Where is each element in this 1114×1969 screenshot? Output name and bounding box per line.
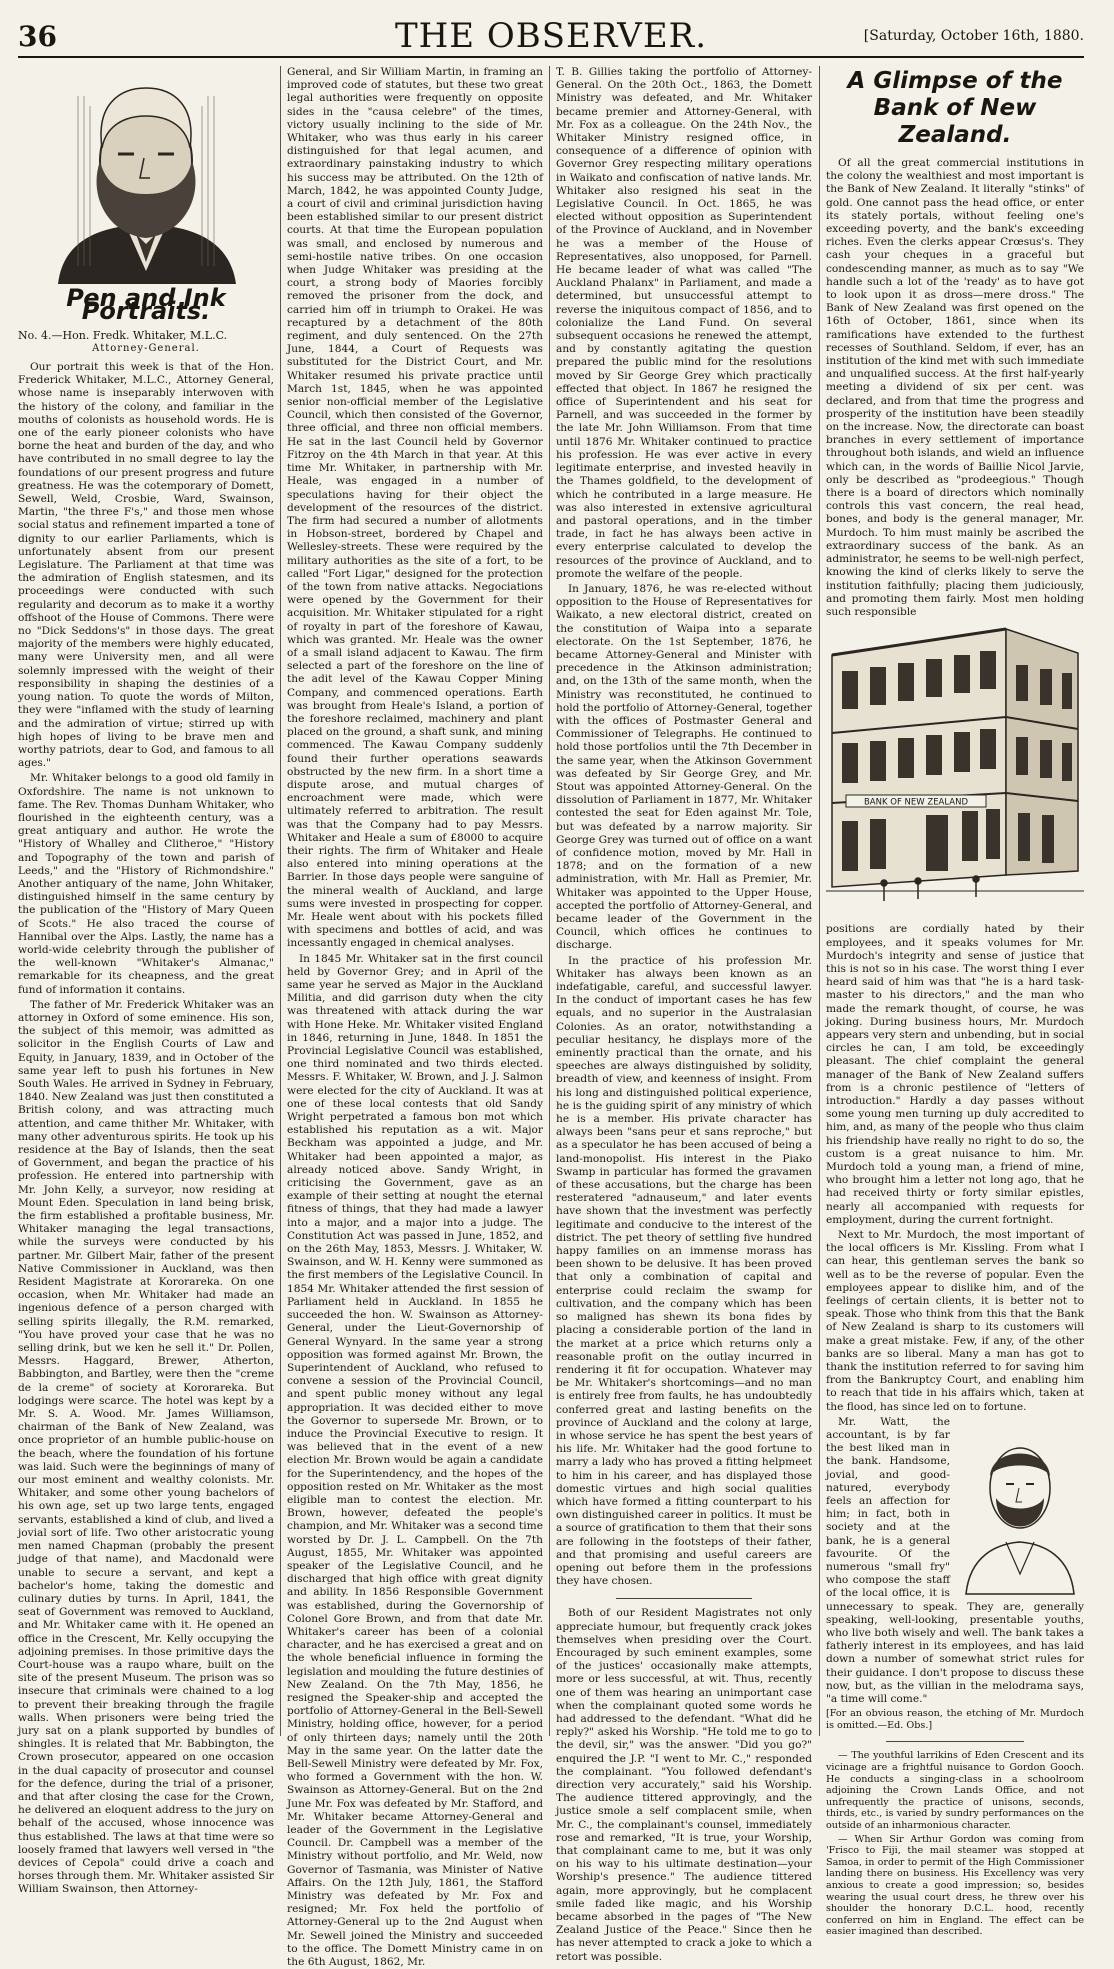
column-divider (549, 66, 550, 1736)
article-paragraph: Of all the great commercial institutions in the colony the wealthiest and most important is the Bank of New Zealand. It literally "stinks" of gold. One cannot pass the head office, or enter its stately portals, without feeling one's exceeding poverty, and the bank's exceeding riches. Even the clerks appear Crœsus's. They cash your cheques in a graceful but condescending manner, as much as to say "We handle such a lot of the 'ready' as to have got to look upon it as dross—mere dross." The Bank of New Zealand was first opened on the 16th of October, 1861, since when its ramifications have extended to the furthest recesses of Southland. Seldom, if ever, has an institution of the kind met with such immediate and unqualified success. At the first half-yearly meeting a dividend of six per cent. was declared, and from that time the progress and prosperity of the institution have been steadily on the increase. Now, the directorate can boast branches in every settlement of importance throughout both islands, and wield an influence which can, in the words of Baillie Nicol Jarvie, only be described as "prodeegious." Though there is a board of directors which nominally controls this vast concern, the real head, bones, and body is the general manager, Mr. Murdoch. To him must mainly be ascribed the extraordinary success of the bank. As an administrator, he seems to be well-nigh perfect, knowing the kind of clerks likely to serve the institution faithfully; placing them judiciously, and promoting them fairly. Most men holding such responsible (826, 157, 1084, 618)
article-paragraph: positions are cordially hated by their employees, and it speaks volumes for Mr. Murdoch's integrity and sense of justice that this is not so in his case. The worst thing I ever heard said of him was that "he is a hard task-master to his directors," and the man who made the remark thought, of course, he was joking. During business hours, Mr. Murdoch appears very stern and unbending, but in social circles he can, I am told, be exceedingly pleasant. The chief complaint the general manager of the Bank of New Zealand suffers from is a chronic pestilence of "letters of introduction." Hardly a day passes without some young men turning up duly accredited to him, and, as many of the people who thus claim his friendship have really no right to do so, the custom is a great nuisance to him. Mr. Murdoch told a young man, a friend of mine, who brought him a letter not long ago, that he had received thirty or forty similar epistles, nearly all accompanied with requests for employment, during the current fortnight. (826, 923, 1084, 1226)
bank-article-title: A Glimpse of the Bank of New Zealand. (847, 68, 1063, 148)
column-divider (280, 66, 281, 1736)
newspaper-title: THE OBSERVER. (394, 16, 708, 56)
section-rule (886, 1741, 1024, 1742)
byline-name: No. 4.—Hon. Fredk. Whitaker, M.L.C. (18, 328, 228, 342)
section-rule (616, 1598, 752, 1599)
column-divider (819, 66, 820, 1736)
article-paragraph: The father of Mr. Frederick Whitaker was an attorney in Oxford of some eminence. His son, the subject of this memoir, was admitted as solicitor in the English Courts of Law and Equity, in January, 1839, and in October of the same year left to push his fortunes in New South Wales. He arrived in Sydney in February, 1840. New Zealand was just then constituted a British colony, and was attracting much attention, and came thither Mr. Whitaker, with many other adventurous spirits. He took up his residence at the Bay of Islands, then the seat of Government, and began the practice of his profession. He entered into partnership with Mr. John Kelly, a surveyor, now residing at Mount Eden. Speculation in land being brisk, the firm established a profitable business, Mr. Whitaker managing the legal transactions, while the surveys were conducted by his partner. Mr. Gilbert Mair, father of the present Native Commissioner in Auckland, was then Resident Magistrate at Kororareka. On one occasion, when Mr. Whitaker had made an ingenious defence of a person charged with selling spirits illegally, the R.M. remarked, "You have proved your case that he was no selling drink, but we ken he sell it." Dr. Pollen, Messrs. Haggard, Brewer, Atherton, Babbington, and Bartley, were then the "creme de la creme" of society at Kororareka. But lodgings were scarce. The hotel was kept by a Mr. S. A. Wood. Mr. James Williamson, chairman of the Bank of New Zealand, was once proprietor of an humble public-house on the beach, where the foundation of his fortune was laid. Such were the beginnings of many of our most eminent and wealthy colonists. Mr. Whitaker, and some other young bachelors of his own age, set up two large tents, engaged servants, established a kind of club, and lived a jovial sort of life. Two other aristocratic young men named Chapman (probably the present judge of that name), and Macdonald were unable to secure a servant, and kept a bachelor's home, taking the domestic and culinary duties by turns. In April, 1841, the seat of Government was removed to Auckland, and Mr. Whitaker came with it. He opened an office in the Crescent, Mr. Kelly occupying the adjoining premises. In those primitive days the Court-house was a raupo whare, built on the site of the present Museum. The prison was so insecure that criminals were chained to a log to prevent their breaking through the fragile walls. When prisoners were being tried the jury sat on a plank supported by bundles of shingles. It is related that Mr. Babbington, the Crown prosecutor, appeared on one occasion in the dual capacity of prosecutor and counsel for the defence, during the trial of a prisoner, and that after closing the case for the Crown, he delivered an eloquent address to the jury on behalf of the accused, whose innocence was thus established. The laws at that time were so loosely framed that lawyers well versed in "the devices of Cepola" could drive a coach and horses through them. Mr. Whitaker assisted Sir William Swainson, then Attorney- (18, 998, 274, 1896)
page-number: 36 (18, 20, 57, 53)
article-paragraph: Next to Mr. Murdoch, the most important of the local officers is Mr. Kissling. From what I can hear, this gentleman serves the bank so well as to be the reverse of popular. Even the employees appear to dislike him, and of the feelings of certain clients, it is better not to speak. Those who think from this that the Bank of New Zealand is sharp to its customers will make a great mistake. Few, if any, of the other banks are so liberal. Many a man has got to thank the institution referred to for saving him from the Bankruptcy Court, and enabling him to reach that tide in his affairs which, taken at the flood, has since led on to fortune. (826, 1228, 1084, 1413)
series-title: Pen and Ink Portraits. (66, 284, 226, 326)
article-paragraph: Mr. Whitaker belongs to a good old family in Oxfordshire. The name is not unknown to fame. The Rev. Thomas Dunham Whitaker, who flourished in the eighteenth century, was a great antiquary and author. He wrote the "History of Whalley and Clitheroe," "History and Topography of the town and parish of Leeds," and the "History of Richmondshire." Another antiquary of the name, John Whitaker, distinguished himself in the same century by the publication of the "History of Mary Queen of Scots." He also traced the course of Hannibal over the Alps. Lastly, the name has a world-wide celebrity through the publisher of the well-known "Whitaker's Almanac," remarkable for its cheapness, and the great fund of information it contains. (18, 772, 274, 996)
article-paragraph: Mr. Watt, the accountant, is by far the best liked man in the bank. Handsome, jovial, and good-natured, everybody feels an affection for him; in fact, both in society and at the bank, he is a general favourite. Of the numerous "small fry" who compose the staff of the local office, it is unnecessary to speak. They are, generally speaking, well-looking, presentable youths, who live both wisely and well. The bank takes a fatherly interest in its employees, and has laid down a number of somewhat strict rules for their guidance. I don't propose to discuss these now, but, as the villian in the melodrama says, "a time will come." (826, 1415, 1084, 1706)
mr-watt-sketch (956, 1416, 1084, 1594)
bank-sign-text: BANK OF NEW ZEALAND (863, 797, 969, 808)
whitaker-portrait-engraving (18, 66, 274, 284)
news-paragraph: — The youthful larrikins of Eden Crescent and its vicinage are a frightful nuisance to Gordon Gooch. He conducts a singing-class in a schoolroom adjoining the Crown Lands Office, and not unfrequently the practice of unisons, seconds, thirds, etc., is varied by sundry performances on the outside of an inharmonious character. (826, 1750, 1084, 1832)
article-paragraph: In January, 1876, he was re-elected without opposition to the House of Representatives for Waikato, a new electoral district, created on the constitution of Waipa into a separate electorate. On the 1st September, 1876, he became Attorney-General and Minister with precedence in the Atkinson administration; and, on the 13th of the same month, when the Ministry was reconstituted, he continued to hold the portfolio of Attorney-General, together with the offices of Postmaster General and Commissioner of Telegraphs. He continued to hold those portfolios until the 7th December in the same year, when the Atkinson Government was defeated by Sir George Grey, and Mr. Stout was appointed Attorney-General. On the dissolution of Parliament in 1877, Mr. Whitaker contested the seat for Eden against Mr. Tole, but was defeated by a narrow majority. Sir George Grey was turned out of office on a want of confidence motion, moved by Mr. Hall in 1878; and on the formation of a new administration, with Mr. Hall as Premier, Mr. Whitaker was appointed to the Upper House, accepted the portfolio of Attorney-General, and became leader of the Government in the Council, which offices he continues to discharge. (556, 582, 812, 952)
bank-building-engraving (826, 625, 1084, 913)
article-paragraph: In 1845 Mr. Whitaker sat in the first council held by Governor Grey; and in April of the same year he served as Major in the Auckland Militia, and did garrison duty when the city was threatened with attack during the war with Hone Heke. Mr. Whitaker visited England in 1846, returning in June, 1848. In 1851 the Provincial Legislative Council was established, one third nominated and two thirds elected. Messrs. F. Whitaker, W. Brown, and J. J. Salmon were elected for the city of Auckland. It was at one of these local contests that old Sandy Wright perpetrated a famous bon mot which established his reputation as a wit. Major Beckham was appointed a judge, and Mr. Whitaker had been appointed a major, as already noticed above. Sandy Wright, in criticising the Government, gave as an example of their setting at nought the eternal fitness of things, that they had made a lawyer into a major, and a major into a judge. The Constitution Act was passed in June, 1852, and on the 26th May, 1853, Messrs. J. Whitaker, W. Swainson, and W. H. Kenny were summoned as the first members of the Legislative Council. In 1854 Mr. Whitaker attended the first session of Parliament held in Auckland. In 1855 he succeeded the hon. W. Swainson as Attorney-General, under the Lieut-Governorship of General Wynyard. In the same year a strong opposition was formed against Mr. Brown, the Superintendent of Auckland, who refused to convene a session of the Provincial Council, and spent public money without any legal appropriation. It was decided either to move the Governor to supersede Mr. Brown, or to induce the Provincial Executive to resign. It was believed that in the event of a new election Mr. Brown would be again a candidate for the Superintendency, and the hopes of the opposition rested on Mr. Whitaker as the most eligible man to contest the election. Mr. Brown, however, defeated the people's champion, and Mr. Whitaker was a second time worsted by Dr. J. L. Campbell. On the 7th August, 1855, Mr. Whitaker was appointed speaker of the Legislative Council, and he discharged that high office with great dignity and ability. In 1856 Responsible Government was established, during the Governorship of Colonel Gore Brown, and from that date Mr. Whitaker's career has been of a colonial character, and he has exercised a great and on the whole beneficial influence in forming the legislation and moulding the future destinies of New Zealand. On the 7th May, 1856, he resigned the Speaker-ship and accepted the portfolio of Attorney-General in the Bell-Sewell Ministry, holding office, however, for a period of only thirteen days; namely until the 20th May in the same year. On the latter date the Bell-Sewell Ministry were defeated by Mr. Fox, who formed a Government with the hon. W. Swainson as Attorney-General. But on the 2nd June Mr. Fox was defeated by Mr. Stafford, and Mr. Whitaker became Attorney-General and leader of the Government in the Legislative Council. Dr. Campbell was a member of the Ministry without portfolio, and Mr. Weld, now Governor of Tasmania, was Minister of Native Affairs. On the 12th July, 1861, the Stafford Ministry was defeated by Mr. Fox and resigned; Mr. Fox held the portfolio of Attorney-General up to the 2nd August when Mr. Sewell joined the Ministry and succeeded to the office. The Domett Ministry came in on the 6th August, 1862, Mr. (287, 952, 543, 1969)
byline (18, 329, 274, 355)
article-paragraph: General, and Sir William Martin, in framing an improved code of statutes, but these two great legal authorities were frequently on opposite sides in the "causa celebre" of the times, victory usually inclining to the side of Mr. Whitaker, who was thus early in his career distinguished for that legal acumen, and extraordinary painstaking industry to which his success may be attributed. On the 12th of March, 1842, he was appointed County Judge, a court of civil and criminal jurisdiction having been established similar to our present district courts. At that time the European population was small, and enclosed by numerous and semi-hostile native tribes. On one occasion when Judge Whitaker was presiding at the court, a strong body of Maories forcibly removed the prisoner from the dock, and carried him off in triumph to Orakei. He was recaptured by a detachment of the 80th regiment, and duly sentenced. On the 27th June, 1844, a Court of Requests was substituted for the District Court, and Mr. Whitaker resumed his private practice until March 1st, 1845, when he was appointed senior non-official member of the Legislative Council, which then consisted of the Governor, three official, and three non official members. He sat in the last Council held by Governor Fitzroy on the 4th March in that year. At this time Mr. Whitaker, in partnership with Mr. Heale, was engaged in a number of speculations having for their object the development of the resources of the district. The firm had secured a number of allotments in Hobson-street, bordered by Chapel and Wellesley-streets. These were required by the military authorities as the site of a fort, to be called "Fort Ligar," designed for the protection of the town from native attacks. Negociations were opened by the Government for their acquisition. Mr. Whitaker stipulated for a right of royalty in part of the foreshore of Kawau, which was granted. Mr. Heale was the owner of a small island adjacent to Kawau. The firm selected a part of the foreshore on the line of the adit level of the Kawau Copper Mining Company, and commenced operations. Earth was brought from Heale's Island, a portion of the foreshore reclaimed, machinery and plant placed on the ground, a shaft sunk, and mining commenced. The Kawau Company suddenly found their further operations seawards obstructed by the new firm. In a short time a dispute arose, and mutual charges of encroachment were made, which were ultimately referred to arbitration. The result was that the Company had to pay Messrs. Whitaker and Heale a sum of £8000 to acquire their rights. The firm of Whitaker and Heale also entered into mining operations at the Barrier. In those days people were sanguine of the mineral wealth of Auckland, and large sums were invested in prospecting for copper. Mr. Heale went about with his pockets filled with specimens and bottles of acid, and was incessantly engaged in chemical analyses. (287, 66, 543, 950)
column-4 (826, 66, 1084, 1938)
news-paragraph: — When Sir Arthur Gordon was coming from 'Frisco to Fiji, the mail steamer was stopped at Samoa, in order to permit of the High Commissioner landing there on business. His Excellency was very anxious to create a good impression; so, besides wearing the usual court dress, he threw over his shoulder the honorary D.C.L. hood, recently conferred on him in England. The effect can be easier imagined than described. (826, 1833, 1084, 1938)
byline-office: Attorney-General. (92, 342, 200, 354)
column-1 (18, 66, 274, 1896)
article-paragraph: Our portrait this week is that of the Hon. Frederick Whitaker, M.L.C., Attorney General, whose name is inseparably interwoven with the history of the colony, and familiar in the mouths of colonists as household words. He is one of the early pioneer colonists who have borne the heat and burden of the day, and who have contributed in no small degree to lay the foundations of our present progress and future greatness. He was the cotemporary of Domett, Sewell, Weld, Crosbie, Ward, Swainson, Martin, "the three F's," and those men whose social status and refinement imparted a tone of dignity to our earlier Parliaments, which is unfortunately absent from our present Legislature. The Parliament at that time was the admiration of English statesmen, and its proceedings were conducted with such regularity and decorum as to make it a worthy offshoot of the House of Commons. There were no "Dick Seddons's" in those days. The great majority of the members were highly educated, many were University men, and all were solemnly impressed with the weight of their responsibility in shaping the destinies of a young nation. To quote the words of Milton, they were "inflamed with the study of learning and the admiration of virtue; stirred up with high hopes of living to be brave men and worthy patriots, dear to God, and famous to all ages." (18, 361, 274, 770)
issue-date: [Saturday, October 16th, 1880. (863, 28, 1084, 44)
editor-note: [For an obvious reason, the etching of Mr. Murdoch is omitted.—Ed. Obs.] (826, 1708, 1084, 1731)
article-paragraph: T. B. Gillies taking the portfolio of Attorney-General. On the 20th Oct., 1863, the Domett Ministry was defeated, and Mr. Whitaker became premier and Attorney-General, with Mr. Fox as a colleague. On the 24th Nov., the Whitaker Ministry resigned office, in consequence of a difference of opinion with Governor Grey respecting military operations in Waikato and confiscation of native lands. Mr. Whitaker also resigned his seat in the Legislative Council. In Oct. 1865, he was elected without opposition as Superintendent of the Province of Auckland, and in November he was a member of the House of Representatives, also unopposed, for Parnell. He became leader of what was called "The Auckland Phalanx" in Parliament, and made a determined, but unsuccessful attempt to reverse the iniquitous compact of 1856, and to colonialize the Land Fund. On several subsequent occasions he renewed the attempt, and by constantly agitating the question prepared the public mind for the resolutions moved by Sir George Grey which practically effected that object. In 1867 he resigned the office of Superintendent and his seat for Parnell, and was succeeded in the former by the late Mr. John Williamson. From that time until 1876 Mr. Whitaker continued to practice his profession. He was ever active in every legitimate enterprise, and invested heavily in the Thames goldfield, to the development of which he contributed in a large measure. He was also interested in extensive agricultural and pastoral operations, and in the timber trade, in fact he has always been active in every enterprise calculated to develop the resources of the province of Auckland, and to promote the welfare of the people. (556, 66, 812, 580)
masthead (18, 14, 1084, 58)
column-3 (556, 66, 812, 1963)
column-2 (287, 66, 543, 1969)
article-paragraph: In the practice of his profession Mr. Whitaker has always been known as an indefatigable, careful, and successful lawyer. In the conduct of important cases he has few equals, and no superior in the Australasian Colonies. As an orator, notwithstanding a peculiar hesitancy, he displays more of the eminently practical than the ornate, and his speeches are always distinguished by solidity, breadth of view, and keenness of insight. From his long and distinguished political experience, he is the guiding spirit of any ministry of which he is a member. His private character has always been "sans peur et sans reproche," but as a speculator he has been accused of being a land-monopolist. His interest in the Piako Swamp in particular has formed the gravamen of these accusations, but the charge has been resteratered "adnauseum," and later events have shown that the investment was perfectly legitimate and conducive to the interest of the district. The pet theory of settling five hundred happy families on an immense morass has been shown to be delusive. It has been proved that only a combination of capital and enterprise could reclaim the swamp for cultivation, and the company which has been so maligned has shewn its bona fides by placing a considerable portion of the land in the market at a price which returns only a reasonable profit on the outlay incurred in rendering it fit for occupation. Whatever may be Mr. Whitaker's shortcomings—and no man is entirely free from faults, he has undoubtedly conferred great and lasting benefits on the province of Auckland and the colony at large, in whose service he has spent the best years of his life. Mr. Whitaker had the good fortune to marry a lady who has proved a fitting helpmeet to him in his career, and has displayed those domestic virtues and high social qualities which have formed a fitting counterpart to his own distinguished career in politics. It must be a source of gratification to them that their sons are following in the footsteps of their father, and that promising and useful careers are opening out before them in the professions they have chosen. (556, 954, 812, 1588)
magistrates-paragraph: Both of our Resident Magistrates not only appreciate humour, but frequently crack jokes themselves when presiding over the Court. Encouraged by such eminent examples, some of the justices' occasionally make attempts, more or less successful, at wit. Thus, recently one of them was hearing an unimportant case when the complainant quoted some words he had addressed to the defendant. "What did he reply?" asked his Worship. "He told me to go to the devil, sir," was the answer. "Did you go?" enquired the J.P. "I went to Mr. C.," responded the complainant. "You followed defendant's direction very accurately," said his Worship. The audience tittered approvingly, and the justice smole a self complacent smile, when Mr. C., the complainant's counsel, immediately rose and remarked, "It is true, your Worship, that complainant came to me, but it was only on his way to his ultimate destination—your Worship's presence." The audience tittered again, more approvingly, but he complacent smile faded like magic, and his Worship became absorbed in the pages of "The New Zealand Justice of the Peace." Since then he has never attempted to crack a joke to which a retort was possible. (556, 1607, 812, 1963)
